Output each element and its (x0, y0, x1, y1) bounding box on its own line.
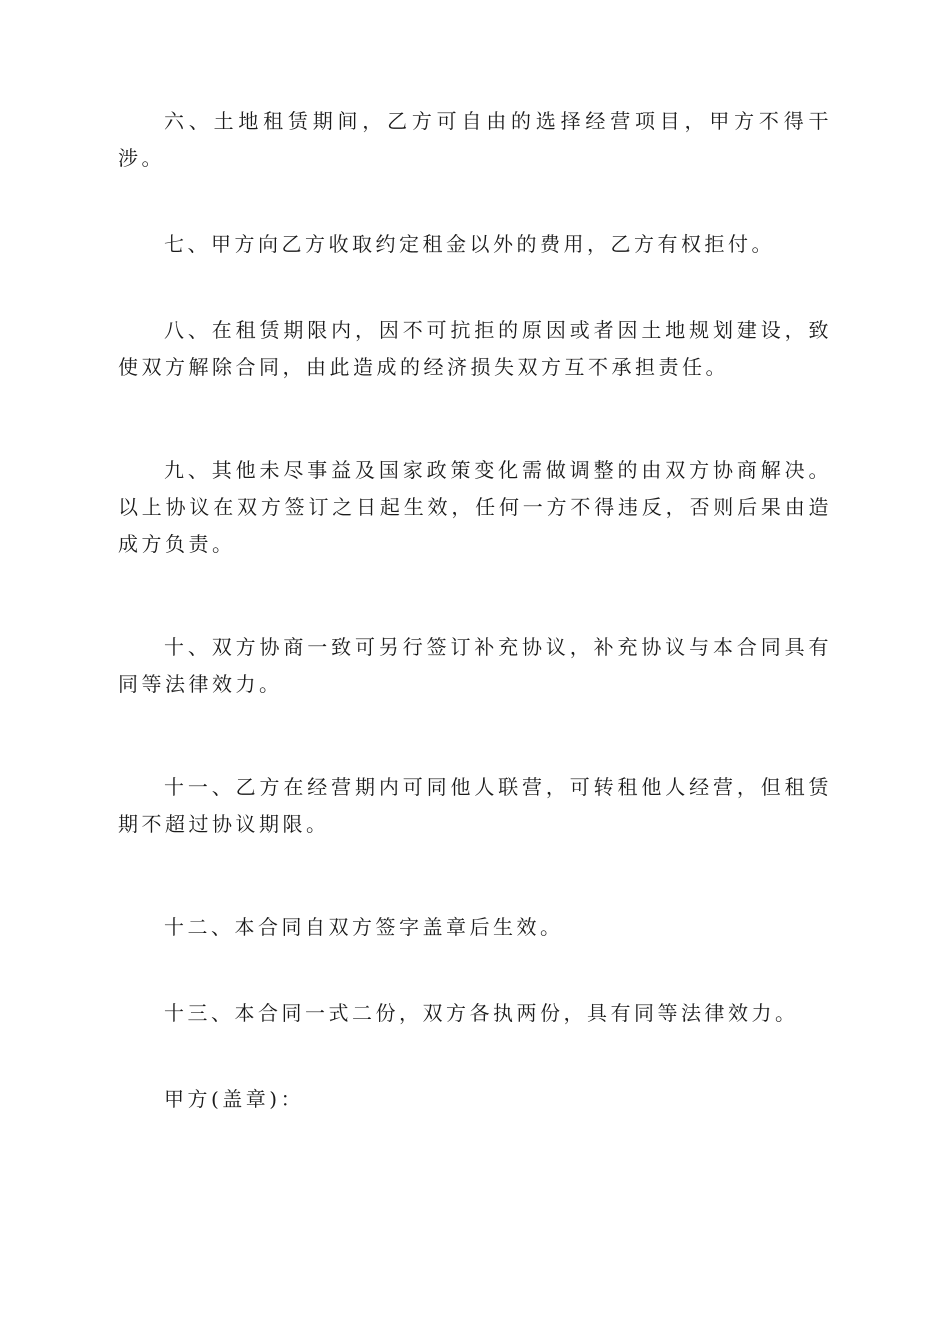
clause-8: 八、在租赁期限内，因不可抗拒的原因或者因土地规划建设，致使双方解除合同，由此造成的经济损失双方互不承担责任。 (118, 318, 832, 379)
clause-13: 十三、本合同一式二份，双方各执两份，具有同等法律效力。 (164, 1001, 799, 1025)
clause-6: 六、土地租赁期间，乙方可自由的选择经营项目，甲方不得干涉。 (118, 109, 832, 170)
clause-7: 七、甲方向乙方收取约定租金以外的费用，乙方有权拒付。 (164, 232, 775, 256)
clause-12: 十二、本合同自双方签字盖章后生效。 (164, 915, 564, 939)
party-a-seal-label: 甲方(盖章)： (164, 1087, 305, 1111)
clause-10: 十、双方协商一致可另行签订补充协议，补充协议与本合同具有同等法律效力。 (118, 635, 832, 696)
clause-11: 十一、乙方在经营期内可同他人联营，可转租他人经营，但租赁期不超过协议期限。 (118, 775, 832, 836)
document-body (118, 103, 832, 1118)
clause-9: 九、其他未尽事益及国家政策变化需做调整的由双方协商解决。以上协议在双方签订之日起生效，任何一方不得违反，否则后果由造成方负责。 (118, 458, 832, 556)
